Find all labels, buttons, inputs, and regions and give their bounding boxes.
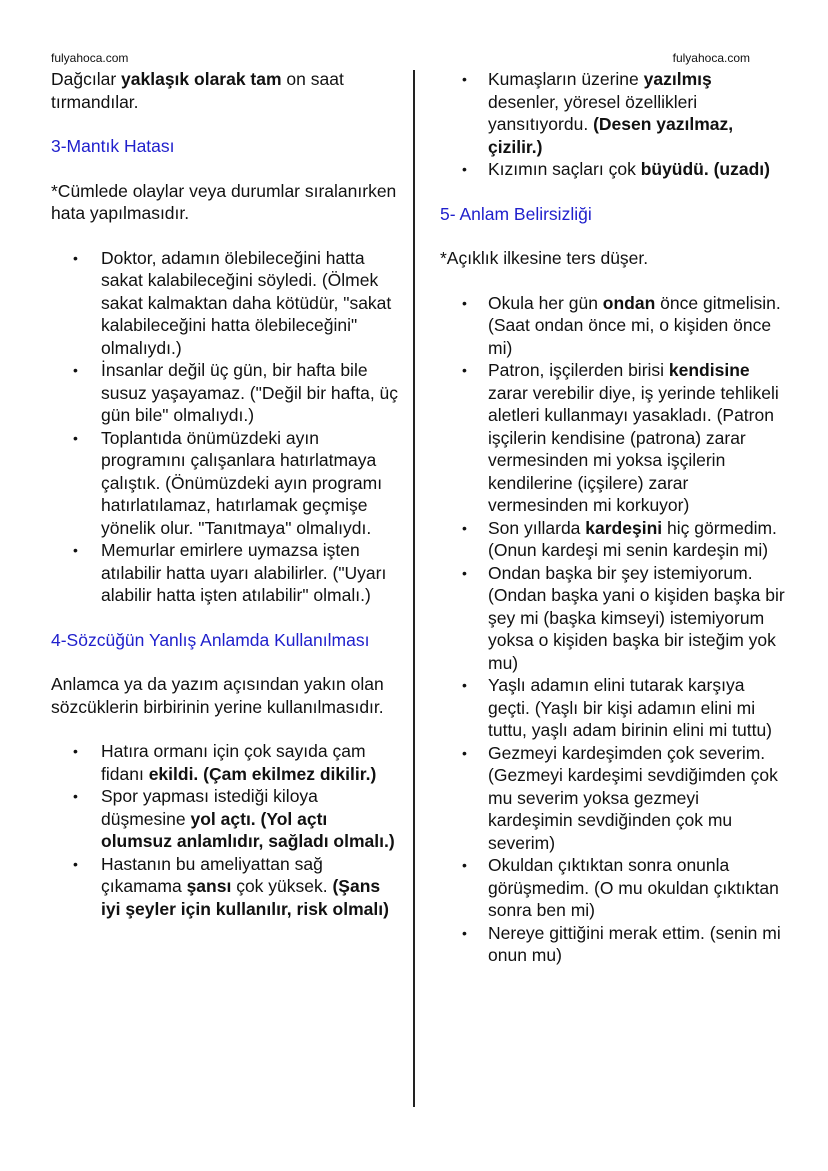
list-item: • Okuldan çıktıktan sonra onunla görüşmedim. (O mu okuldan çıktıktan sonra ben mi)	[440, 854, 785, 922]
section-heading-logic-error: 3-Mantık Hatası	[51, 136, 175, 156]
intro-paragraph: Dağcılar yaklaşık olarak tam on saat tırmandılar.	[51, 69, 344, 112]
list-item: • Son yıllarda kardeşini hiç görmedim. (Onun kardeşi mi senin kardeşin mi)	[440, 517, 785, 562]
section-heading-ambiguity: 5- Anlam Belirsizliği	[440, 203, 592, 224]
list-item: • Gezmeyi kardeşimden çok severim. (Gezmeyi kardeşimi sevdiğimden çok mu severim yoksa gezmeyi kardeşimin sevdiğinden çok mu severim)	[440, 742, 785, 855]
list-item: • Toplantıda önümüzdeki ayın programını çalışanlara hatırlatmaya çalıştık. (Önümüzdeki ayın programı hatırlatılamaz, hatırlamak geçmişe yönelik olur. "Tanıtmaya" olmalıydı.	[51, 427, 401, 540]
right-column	[440, 68, 785, 967]
list-item: • Yaşlı adamın elini tutarak karşıya geçti. (Yaşlı bir kişi adamın elini mi tuttu, yaşlı adam birinin elini mi tuttu)	[440, 674, 785, 742]
list-item: • Spor yapması istediği kiloya düşmesine yol açtı. (Yol açtı olumsuz anlamlıdır, sağladı olmalı.)	[51, 785, 401, 853]
list-item: • İnsanlar değil üç gün, bir hafta bile susuz yaşayamaz. ("Değil bir hafta, üç gün bile" olmalıydı.)	[51, 359, 401, 427]
list-item: • Kumaşların üzerine yazılmış desenler, yöresel özellikleri yansıtıyordu. (Desen yazılmaz, çizilir.)	[440, 68, 785, 158]
list-item: • Memurlar emirlere uymazsa işten atılabilir hatta uyarı alabilirler. ("Uyarı alabilir hatta işten atılabilir" olmalı.)	[51, 539, 401, 607]
header-site-right: fulyahoca.com	[672, 51, 750, 65]
ambiguity-list	[440, 292, 785, 967]
wrong-meaning-list-continued	[440, 68, 785, 181]
wrong-meaning-list	[51, 740, 401, 920]
list-item: • Ondan başka bir şey istemiyorum. (Ondan başka yani o kişiden başka bir şey mi (başka kimseyi) istemiyorum yoksa o kişiden başka bir isteğim yok mu)	[440, 562, 785, 675]
list-item: • Kızımın saçları çok büyüdü. (uzadı)	[440, 158, 785, 181]
list-item: • Patron, işçilerden birisi kendisine zarar verebilir diye, iş yerinde tehlikeli aletleri kullanmayı yasakladı. (Patron işçilerin kendisine (patrona) zarar vermesinden mi yoksa işçilerin kendilerine (içşilere) zarar vermesinden mi korkuyor)	[440, 359, 785, 517]
column-divider	[413, 70, 415, 1107]
section-heading-wrong-meaning: 4-Sözcüğün Yanlış Anlamda Kullanılması	[51, 629, 370, 650]
list-item: • Nereye gittiğini merak ettim. (senin mi onun mu)	[440, 922, 785, 967]
list-item: • Hatıra ormanı için çok sayıda çam fidanı ekildi. (Çam ekilmez dikilir.)	[51, 740, 401, 785]
list-item: • Okula her gün ondan önce gitmelisin. (Saat ondan önce mi, o kişiden önce mi)	[440, 292, 785, 360]
section-description: *Açıklık ilkesine ters düşer.	[440, 248, 649, 268]
section-description: Anlamca ya da yazım açısından yakın olan sözcüklerin birbirinin yerine kullanılmasıdır.	[51, 674, 384, 717]
list-item: • Doktor, adamın ölebileceğini hatta sakat kalabileceğini söyledi. (Ölmek sakat kalmaktan daha kötüdür, "sakat kalabileceğini hatta ölebileceğini" olmalıydı.)	[51, 247, 401, 360]
left-column	[51, 68, 401, 920]
header-site-left: fulyahoca.com	[51, 51, 129, 65]
logic-error-list	[51, 247, 401, 607]
section-description: *Cümlede olaylar veya durumlar sıralanırken hata yapılmasıdır.	[51, 180, 397, 223]
list-item: • Hastanın bu ameliyattan sağ çıkamama şansı çok yüksek. (Şans iyi şeyler için kullanılır, risk olmalı)	[51, 853, 401, 921]
